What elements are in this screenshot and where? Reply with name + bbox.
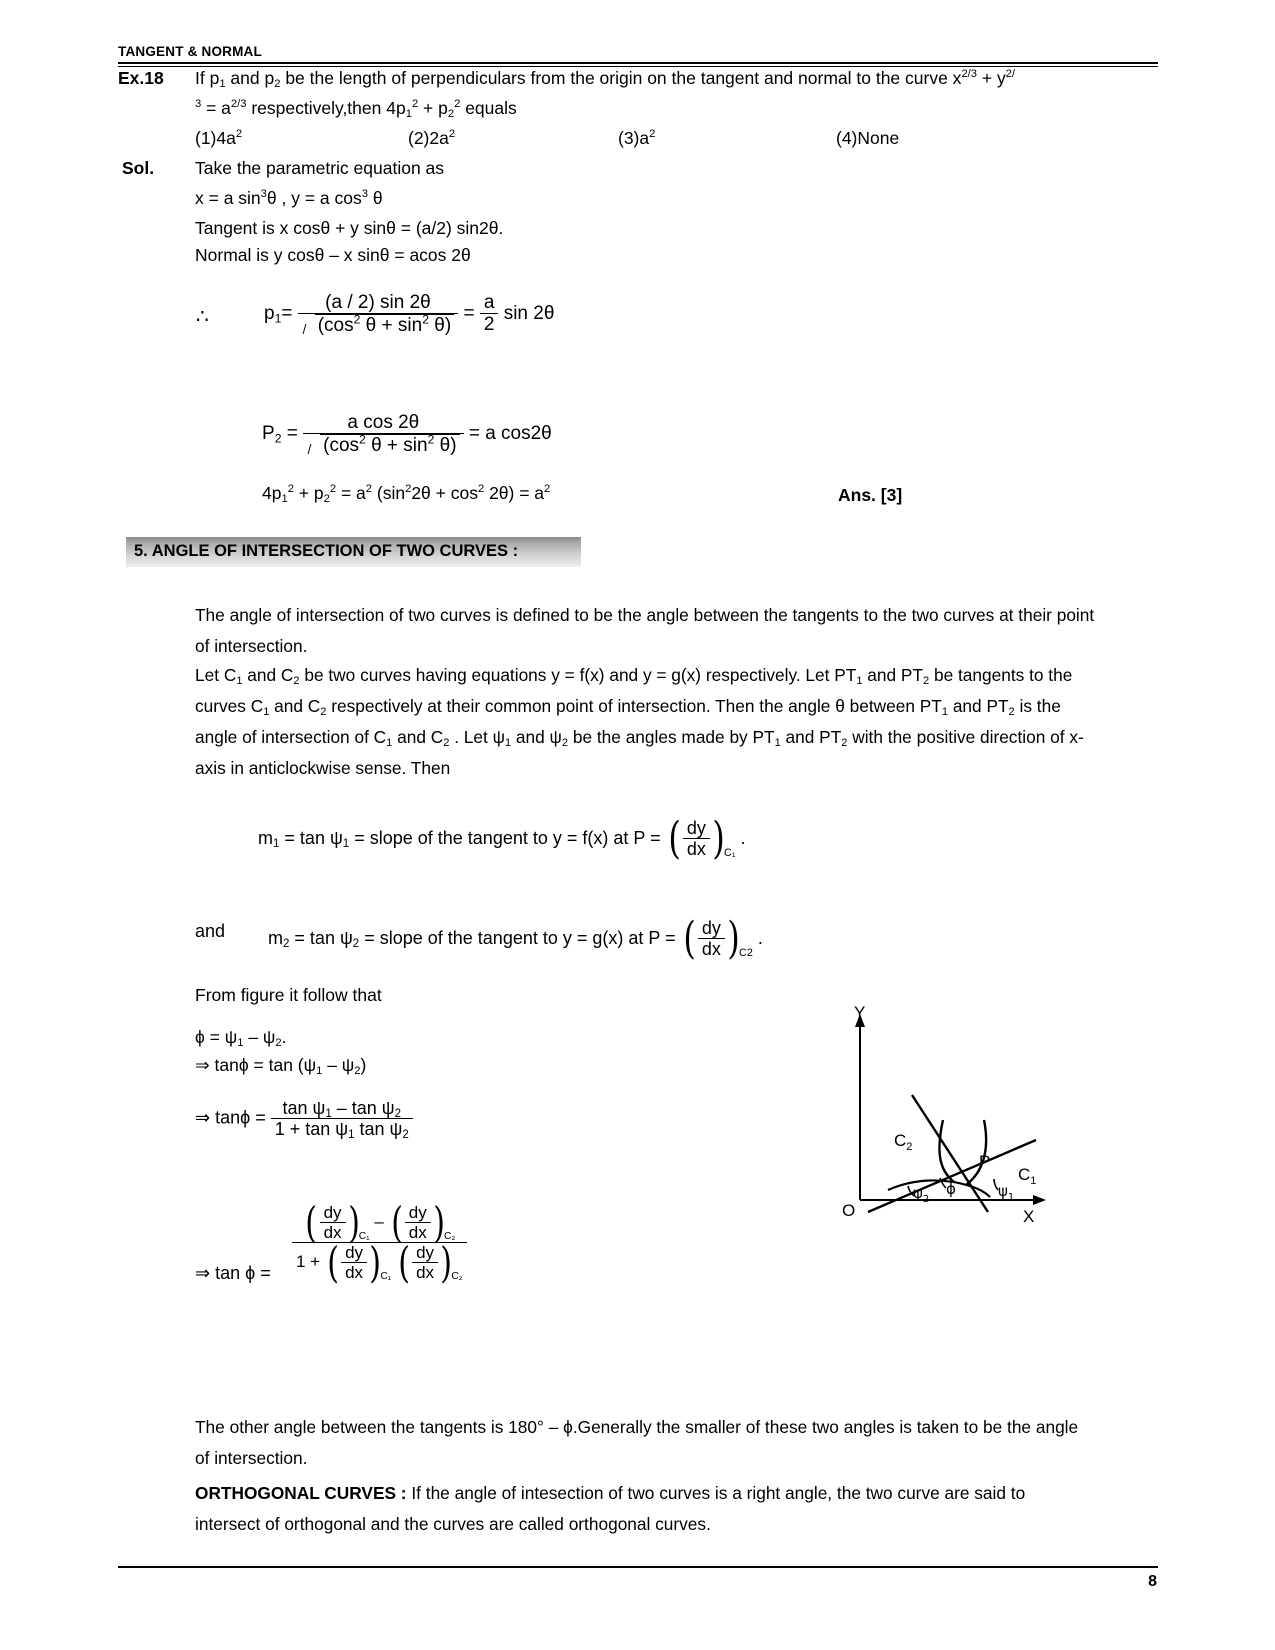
p2-den-sup1: 2	[359, 432, 366, 447]
q2-text-1: = a	[201, 98, 231, 118]
m1-lhs-sub: 1	[273, 838, 280, 851]
solution-line-1: Take the parametric equation as	[195, 158, 445, 178]
p2-fraction	[303, 412, 463, 456]
p2-s1sub: 1	[236, 675, 243, 688]
p2-den-close: θ)	[434, 434, 457, 456]
right-paren-icon: )	[433, 1197, 445, 1247]
option-4-number: (4)	[836, 128, 858, 148]
m2-lhs-sub: 2	[283, 938, 290, 951]
equation-p2	[262, 412, 552, 456]
m1-dx: dx	[683, 838, 710, 859]
d3-den-a: 1 + tan ψ	[274, 1119, 349, 1140]
left-paren-icon: (	[327, 1237, 339, 1287]
page-number: 8	[1148, 1573, 1157, 1590]
bd2-dy: dy	[416, 1243, 435, 1263]
option-3-text: a	[639, 128, 650, 148]
example-question-line2	[195, 98, 517, 120]
m2-paren-group	[681, 912, 753, 964]
right-paren-icon: )	[347, 1197, 360, 1247]
derivation-line-2	[195, 1055, 366, 1077]
p2-s17: and C	[392, 727, 444, 747]
p1-den-close: θ)	[428, 314, 452, 336]
m1-psi-sub: 1	[342, 838, 350, 851]
m2-dydx	[698, 918, 725, 959]
p1-lhs-sub: 1	[274, 311, 282, 326]
bd1-dy: dy	[345, 1243, 364, 1263]
closing-text-1: The other angle between the tangents is 180° – ϕ.Generally the smaller of these two angles is taken to be the angle of intersection.	[195, 1417, 1079, 1468]
p2-denominator	[303, 433, 463, 456]
m1-eq1: = tan ψ	[284, 827, 343, 848]
left-paren-icon: (	[683, 912, 696, 964]
d3-num-b: – tan ψ	[331, 1098, 395, 1118]
p1-result-fraction	[480, 292, 499, 336]
p1-den-mid: θ + sin	[360, 314, 423, 336]
curve-lower-arc	[888, 1180, 990, 1197]
d3-num-sub2: 2	[394, 1108, 402, 1121]
sol2-pre: x = a sin	[195, 188, 261, 208]
p2-s9: and C	[269, 696, 321, 716]
m2-psi-sub: 2	[352, 938, 360, 951]
p2-s23: be the angles made by PT	[568, 727, 775, 747]
d3-fraction	[271, 1098, 413, 1142]
section-paragraph-1	[195, 600, 1095, 662]
right-paren-icon: )	[440, 1237, 453, 1287]
q-exp-2: 2/	[1005, 68, 1016, 81]
header-rule-top	[118, 62, 1158, 64]
equation-slope-m2	[268, 912, 763, 964]
option-4-text: None	[857, 128, 900, 148]
d2-sub2: 2	[354, 1065, 361, 1078]
big-fraction	[292, 1197, 467, 1287]
p1-radicand	[315, 314, 454, 336]
m2-paren-sub: C2	[739, 946, 753, 959]
option-1-exp: 2	[235, 128, 243, 141]
d1-c: .	[281, 1027, 287, 1047]
d3-den-sub1: 1	[348, 1129, 355, 1142]
p2-den-open: (cos	[323, 434, 360, 456]
p2-den-sup2: 2	[427, 432, 435, 447]
p1-result-tail: sin 2θ	[503, 302, 555, 324]
p1-den-sup1: 2	[353, 312, 361, 327]
big-den-paren1	[325, 1237, 392, 1287]
q-sub-1: 1	[219, 78, 226, 91]
p2-s7: be tangents to the curves C	[195, 665, 1073, 716]
point-p-label: P	[979, 1152, 991, 1171]
p1-eq2: =	[463, 302, 475, 324]
solution-line-2	[195, 188, 383, 210]
m2-eq1: = tan ψ	[294, 927, 353, 948]
p2-s16sub: 1	[386, 737, 393, 750]
paragraph-1-text: The angle of intersection of two curves is defined to be the angle between the tangents to the two curves at their point of intersection.	[195, 605, 1095, 656]
p2-s8sub: 1	[263, 706, 270, 719]
p2-s18sub: 2	[443, 737, 450, 750]
big-dydx-2	[405, 1203, 431, 1242]
p2-s3: be two curves having equations y = f(x) and y = g(x) respectively. Let PT	[299, 665, 857, 685]
equation-p1	[264, 292, 554, 336]
option-3-exp: 2	[649, 128, 656, 141]
p2-s2sub: 2	[293, 675, 300, 688]
p2-s20sub: 1	[504, 737, 512, 750]
p2-eq: =	[286, 422, 298, 444]
d1-b: – ψ	[243, 1027, 276, 1047]
f-sq5: 2	[477, 483, 485, 496]
equation-slope-m1	[258, 812, 746, 864]
solution-line-3: Tangent is x cosθ + y sinθ = (a/2) sin2θ.	[195, 218, 504, 238]
answer-label: Ans. [3]	[838, 485, 903, 505]
option-4[interactable]	[836, 128, 899, 150]
derivation-intro: From figure it follow that	[195, 985, 382, 1005]
q2-sup-1: 2	[411, 98, 419, 111]
d1-sub2: 2	[275, 1037, 282, 1050]
section-heading-bar	[126, 537, 581, 567]
p2-den-mid: θ + sin	[365, 434, 428, 456]
bd1-sub: C₁	[380, 1270, 392, 1282]
d2-c: )	[360, 1055, 367, 1075]
q2-sub-2: 2	[447, 108, 455, 121]
f-c: = a	[336, 483, 366, 503]
big-dydx-4	[412, 1243, 438, 1282]
m1-dydx	[683, 818, 710, 859]
derivation-big-lhs: ⇒ tan ϕ =	[195, 1263, 271, 1283]
section-heading-text: 5. ANGLE OF INTERSECTION OF TWO CURVES :	[134, 542, 519, 560]
bn1-sub: C₁	[358, 1230, 370, 1242]
q-exp-1: 2/3	[961, 68, 977, 81]
solution-final-line	[262, 483, 550, 505]
p1-res-den: 2	[480, 313, 499, 335]
sol2-exp2: 3	[361, 188, 368, 201]
p2-s12sub: 1	[941, 706, 949, 719]
d3-lhs: ⇒ tanϕ =	[195, 1107, 266, 1128]
m1-dot: .	[740, 827, 746, 848]
f-b: + p	[293, 483, 324, 503]
q2-sup-2: 2	[454, 98, 461, 111]
origin-label: O	[842, 1201, 856, 1220]
p2-s24sub: 1	[774, 737, 781, 750]
p2-s22sub: 2	[561, 737, 569, 750]
m2-lhs: m	[268, 927, 283, 948]
q2-exp-1: 2/3	[230, 98, 247, 111]
big-dydx-3	[341, 1243, 367, 1282]
orthogonal-curves-label: ORTHOGONAL CURVES :	[195, 1483, 407, 1503]
option-2[interactable]	[408, 128, 455, 150]
p2-s2: and C	[242, 665, 294, 685]
m2-dy: dy	[701, 918, 721, 938]
m1-lhs: m	[258, 827, 273, 848]
example-question-line1	[195, 68, 1015, 90]
q-text-2: and p	[225, 68, 275, 88]
q2-text-4: equals	[460, 98, 517, 118]
bn2-dy: dy	[408, 1203, 427, 1222]
f-sq1: 2	[287, 483, 294, 496]
q-text-4: + y	[977, 68, 1006, 88]
right-paren-icon: )	[727, 912, 740, 964]
m1-text: = slope of the tangent to y = f(x) at P =	[354, 827, 661, 848]
p2-s26sub: 2	[841, 737, 848, 750]
big-denominator	[292, 1237, 467, 1287]
equation-slope-m2-and: and	[195, 921, 226, 941]
f-sq2: 2	[329, 483, 337, 496]
example-label: Ex.18	[118, 68, 164, 88]
p2-lhs-sub: 2	[274, 431, 282, 446]
derivation-line-3	[195, 1098, 413, 1142]
option-3-number: (3)	[618, 128, 640, 148]
p2-s13: and PT	[948, 696, 1009, 716]
m1-paren-group	[666, 812, 736, 864]
left-paren-icon: (	[668, 812, 681, 864]
p2-s11: respectively at their common point of intersection. Then the angle θ between PT	[326, 696, 942, 716]
f-d: (sin	[372, 483, 406, 503]
q2-exp-0: 3	[195, 98, 202, 111]
section-paragraph-2	[195, 660, 1095, 784]
d2-a: ⇒ tanϕ = tan (ψ	[195, 1055, 317, 1075]
option-1-number: (1)	[195, 128, 217, 148]
q2-text-2: respectively,then 4p	[246, 98, 406, 118]
p1-denominator	[298, 313, 458, 336]
angle-psi1-label: $\psi_1$	[998, 1182, 1015, 1203]
d2-sub1: 1	[316, 1065, 323, 1078]
p2-s15: is the angle of intersection of C	[195, 696, 1061, 747]
left-paren-icon: (	[390, 1197, 403, 1247]
sqrt-icon	[307, 432, 459, 456]
orthogonal-curves-text: If the angle of intesection of two curves is a right angle, the two curve are said to intersect of orthogonal and the curves are called orthogonal curves.	[195, 1483, 1026, 1534]
p2-radicand	[320, 434, 459, 456]
option-1[interactable]	[195, 128, 242, 150]
p2-s5: and PT	[862, 665, 924, 685]
bd2-sub: C₂	[451, 1270, 463, 1282]
p1-numerator: (a / 2) sin 2θ	[325, 292, 431, 313]
sol2-mid: θ , y = a cos	[266, 188, 362, 208]
p1-fraction	[298, 292, 458, 336]
header-rule-bottom	[118, 66, 1158, 67]
d2-b: – ψ	[322, 1055, 355, 1075]
big-num-paren2	[389, 1197, 456, 1247]
curve-c1-label: $C_1$	[1018, 1165, 1037, 1187]
curve-c2-branch	[939, 1120, 954, 1182]
q2-text-3: + p	[418, 98, 448, 118]
q2-sub-1: 1	[405, 108, 412, 121]
closing-paragraph-2	[195, 1478, 1095, 1540]
solution-label: Sol.	[122, 158, 155, 178]
bd1-dx: dx	[341, 1262, 367, 1282]
p2-s25: and PT	[780, 727, 842, 747]
right-paren-icon: )	[712, 812, 725, 864]
big-numerator	[292, 1197, 467, 1247]
page-header-title: TANGENT & NORMAL	[118, 44, 262, 59]
d1-sub1: 1	[237, 1037, 244, 1050]
p2-numerator: a cos 2θ	[347, 412, 420, 433]
p2-s10sub: 2	[320, 706, 327, 719]
big-minus: –	[374, 1212, 384, 1232]
bn1-dy: dy	[323, 1203, 342, 1222]
bn2-sub: C₂	[443, 1230, 456, 1242]
big-num-paren1	[303, 1197, 370, 1247]
big-dydx-1	[320, 1203, 346, 1242]
p1-den-open: (cos	[317, 314, 354, 336]
left-paren-icon: (	[398, 1237, 410, 1287]
bd2-dx: dx	[412, 1262, 438, 1282]
derivation-big-fraction	[292, 1197, 467, 1287]
p1-den-sup2: 2	[422, 312, 429, 327]
f-e: 2θ + cos	[411, 483, 478, 503]
p2-s27: with the positive direction of x-axis in anticlockwise sense. Then	[195, 727, 1084, 778]
p2-s21: and ψ	[511, 727, 562, 747]
d3-den-sub2: 2	[402, 1129, 409, 1142]
m2-dot: .	[757, 927, 763, 948]
d3-num	[271, 1098, 413, 1121]
m2-dx: dx	[698, 938, 725, 959]
intersection-angle-figure	[820, 1000, 1070, 1230]
p1-eq: =	[281, 302, 293, 324]
axis-x-label: X	[1023, 1207, 1035, 1226]
f-sub2: 2	[323, 493, 330, 506]
q-text-3: be the length of perpendiculars from the origin on the tangent and normal to the curve x	[280, 68, 962, 88]
p2-s14sub: 2	[1008, 706, 1015, 719]
p1-lhs: p	[264, 302, 275, 324]
left-paren-icon: (	[305, 1197, 318, 1247]
m1-dy: dy	[686, 818, 706, 838]
big-den-one: 1 +	[296, 1252, 321, 1272]
p2-s19: . Let ψ	[449, 727, 505, 747]
f-a: 4p	[262, 483, 282, 503]
p2-s6sub: 2	[923, 675, 930, 688]
f-f: 2θ) = a	[484, 483, 545, 503]
p2-tail: = a cos2θ	[468, 422, 552, 444]
d1-a: ϕ = ψ	[195, 1027, 238, 1047]
d3-den	[271, 1118, 413, 1142]
curve-c2-label: $C_2$	[894, 1131, 913, 1153]
paragraph-2-text	[195, 660, 1095, 784]
angle-phi-label: ϕ	[946, 1180, 956, 1198]
option-1-text: 4a	[216, 128, 236, 148]
option-2-number: (2)	[408, 128, 430, 148]
bn2-dx: dx	[405, 1222, 431, 1242]
option-3[interactable]	[618, 128, 655, 150]
f-sq6: 2	[544, 483, 551, 496]
option-2-text: 2a	[429, 128, 449, 148]
f-sq3: 2	[365, 483, 373, 496]
p2-s4sub: 1	[856, 675, 863, 688]
d3-num-sub1: 1	[325, 1108, 332, 1121]
m2-text: = slope of the tangent to y = g(x) at P =	[364, 927, 676, 948]
sqrt-icon	[302, 312, 454, 336]
solution-line-4: Normal is y cosθ – x sinθ = acos 2θ	[195, 245, 471, 265]
p2-lhs: P	[262, 422, 275, 444]
f-sub1: 1	[281, 493, 288, 506]
closing-text-2	[195, 1478, 1095, 1540]
m1-paren-sub: C₁	[724, 846, 736, 859]
big-den-paren2	[396, 1237, 463, 1287]
q-sub-2: 2	[274, 78, 281, 91]
option-2-exp: 2	[448, 128, 456, 141]
figure-svg	[820, 1000, 1070, 1230]
x-axis-arrow-icon	[1033, 1195, 1046, 1205]
angle-psi2-label: $\psi_2$	[913, 1184, 930, 1205]
p1-res-num: a	[483, 292, 495, 314]
p2-s1: Let C	[195, 665, 237, 685]
derivation-line-1	[195, 1027, 287, 1049]
sol2-post: θ	[367, 188, 383, 208]
therefore-symbol-1: ∴	[196, 306, 209, 328]
sol2-exp: 3	[260, 188, 267, 201]
q-text-1: If p	[195, 68, 220, 88]
f-sq4: 2	[405, 483, 412, 496]
footer-rule	[118, 1566, 1158, 1568]
right-paren-icon: )	[369, 1237, 382, 1287]
closing-paragraph-1	[195, 1412, 1095, 1474]
axis-y-label: Y	[854, 1003, 866, 1022]
bn1-dx: dx	[320, 1222, 346, 1242]
d3-den-b: tan ψ	[354, 1119, 403, 1140]
d3-num-a: tan ψ	[282, 1098, 326, 1118]
